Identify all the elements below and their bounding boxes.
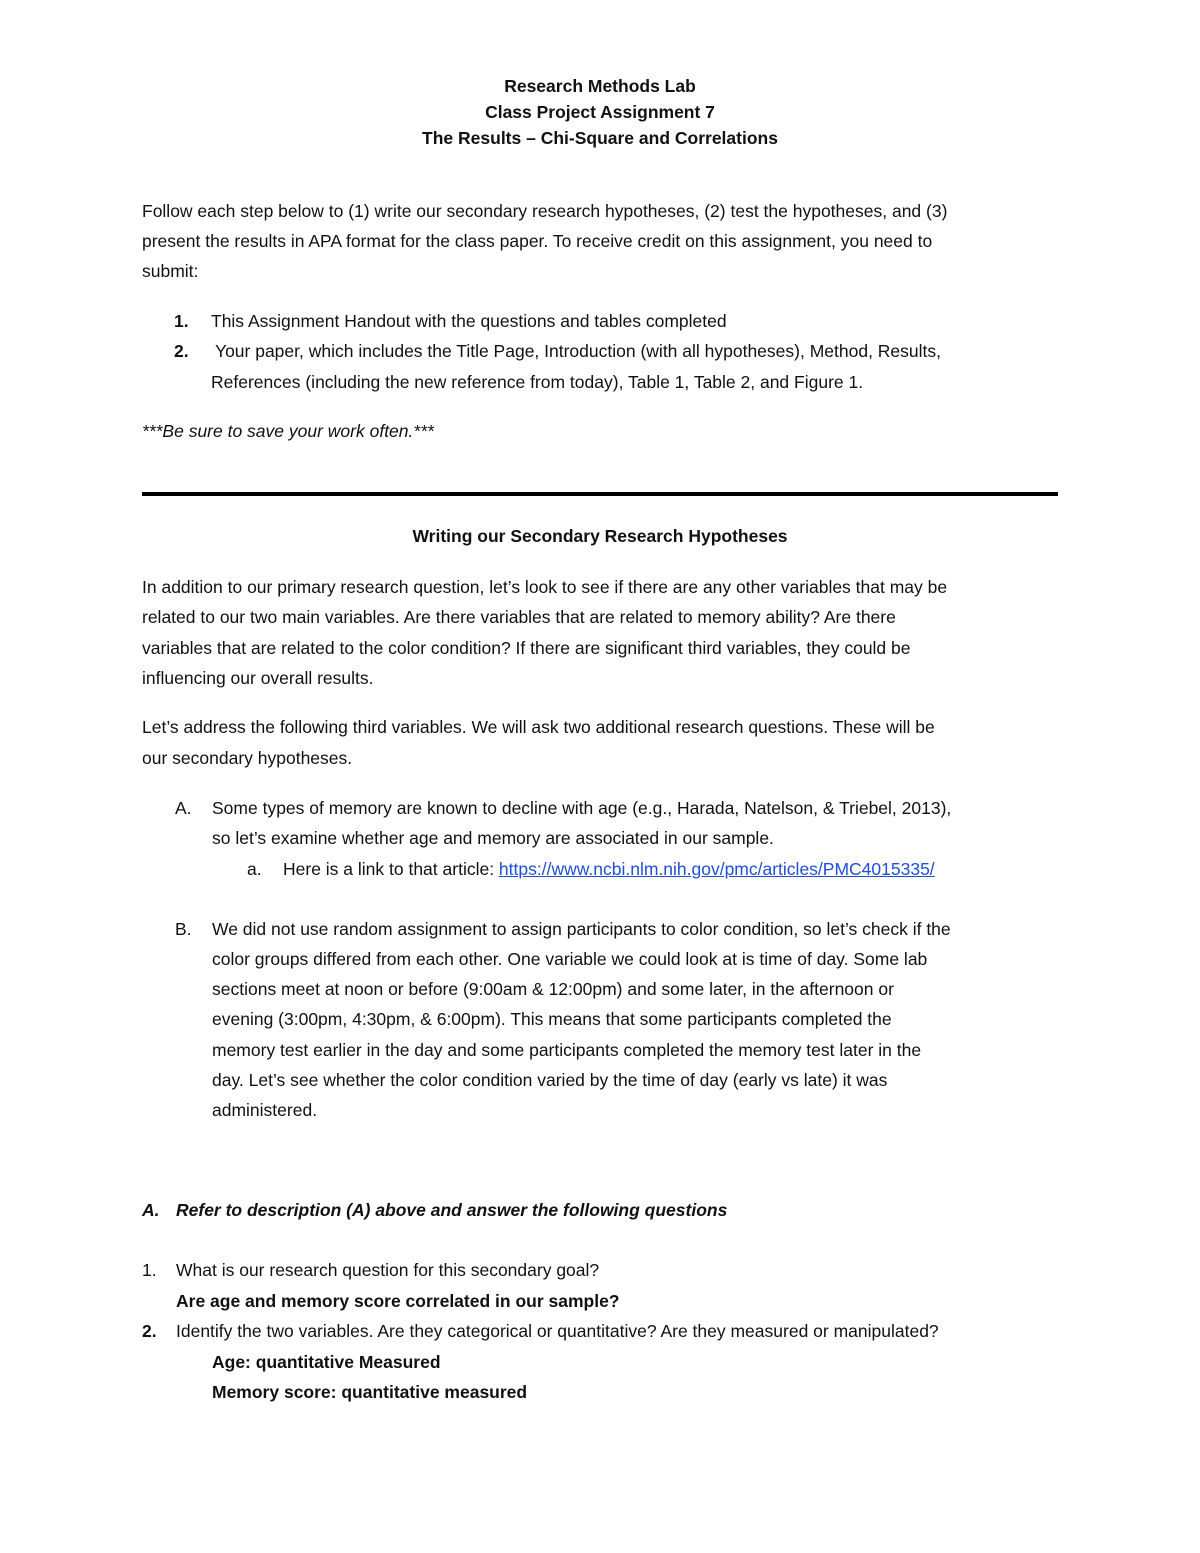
- save-note: ***Be sure to save your work often.***: [142, 421, 434, 441]
- section-divider: [142, 492, 1058, 496]
- answer-text: Are age and memory score correlated in our sample?: [176, 1291, 620, 1311]
- paragraph-line: related to our two main variables. Are there variables that are related to memory ability? Are there: [142, 607, 896, 627]
- paragraph-line: our secondary hypotheses.: [142, 748, 353, 768]
- paragraph-line: Let’s address the following third variables. We will ask two additional research questions. These will be: [142, 717, 935, 737]
- part-marker: A.: [142, 1200, 160, 1220]
- list-marker: 2.: [174, 341, 189, 361]
- answer-text: Memory score: quantitative measured: [212, 1382, 528, 1402]
- part-heading: Refer to description (A) above and answer the following questions: [176, 1200, 728, 1220]
- article-link[interactable]: https://www.ncbi.nlm.nih.gov/pmc/articles/PMC4015335/: [498, 859, 935, 879]
- list-item: References (including the new reference from today), Table 1, Table 2, and Figure 1.: [211, 372, 864, 392]
- item-line: so let’s examine whether age and memory are associated in our sample.: [212, 828, 774, 848]
- subitem-marker: a.: [247, 859, 262, 879]
- question-marker: 2.: [142, 1321, 157, 1341]
- item-line: sections meet at noon or before (9:00am & 12:00pm) and some later, in the afternoon or: [212, 979, 894, 999]
- item-line: Some types of memory are known to decline with age (e.g., Harada, Natelson, & Triebel, 2013),: [212, 798, 952, 818]
- paragraph-line: variables that are related to the color condition? If there are significant third variables, they could be: [142, 638, 911, 658]
- question-text: What is our research question for this secondary goal?: [176, 1260, 600, 1280]
- item-line: color groups differed from each other. One variable we could look at is time of day. Some lab: [212, 949, 928, 969]
- answer-text: Age: quantitative Measured: [212, 1352, 441, 1372]
- section-title: Writing our Secondary Research Hypotheses: [412, 526, 788, 546]
- item-marker: B.: [175, 919, 192, 939]
- item-line: day. Let’s see whether the color condition varied by the time of day (early vs late) it was: [212, 1070, 888, 1090]
- list-marker: 1.: [174, 311, 189, 331]
- intro-line: submit:: [142, 261, 199, 281]
- assignment-title: Class Project Assignment 7: [485, 102, 715, 122]
- paragraph-line: In addition to our primary research question, let’s look to see if there are any other variables that may be: [142, 577, 948, 597]
- subitem-text: Here is a link to that article:: [283, 859, 499, 879]
- item-line: evening (3:00pm, 4:30pm, & 6:00pm). This means that some participants completed the: [212, 1009, 892, 1029]
- list-item: Your paper, which includes the Title Page, Introduction (with all hypotheses), Method, Results,: [215, 341, 942, 361]
- item-line: memory test earlier in the day and some participants completed the memory test later in the: [212, 1040, 922, 1060]
- subitem-line: [283, 858, 935, 880]
- course-title: Research Methods Lab: [504, 76, 696, 96]
- intro-line: present the results in APA format for the class paper. To receive credit on this assignment, you need to: [142, 231, 933, 251]
- intro-line: Follow each step below to (1) write our secondary research hypotheses, (2) test the hypotheses, and (3): [142, 201, 948, 221]
- paragraph-line: influencing our overall results.: [142, 668, 374, 688]
- assignment-subtitle: The Results – Chi-Square and Correlations: [422, 128, 778, 148]
- item-line: We did not use random assignment to assign participants to color condition, so let’s check if the: [212, 919, 951, 939]
- question-marker: 1.: [142, 1260, 157, 1280]
- item-marker: A.: [175, 798, 192, 818]
- list-item: This Assignment Handout with the questions and tables completed: [211, 311, 727, 331]
- item-line: administered.: [212, 1100, 318, 1120]
- question-text: Identify the two variables. Are they categorical or quantitative? Are they measured or manipulated?: [176, 1321, 939, 1341]
